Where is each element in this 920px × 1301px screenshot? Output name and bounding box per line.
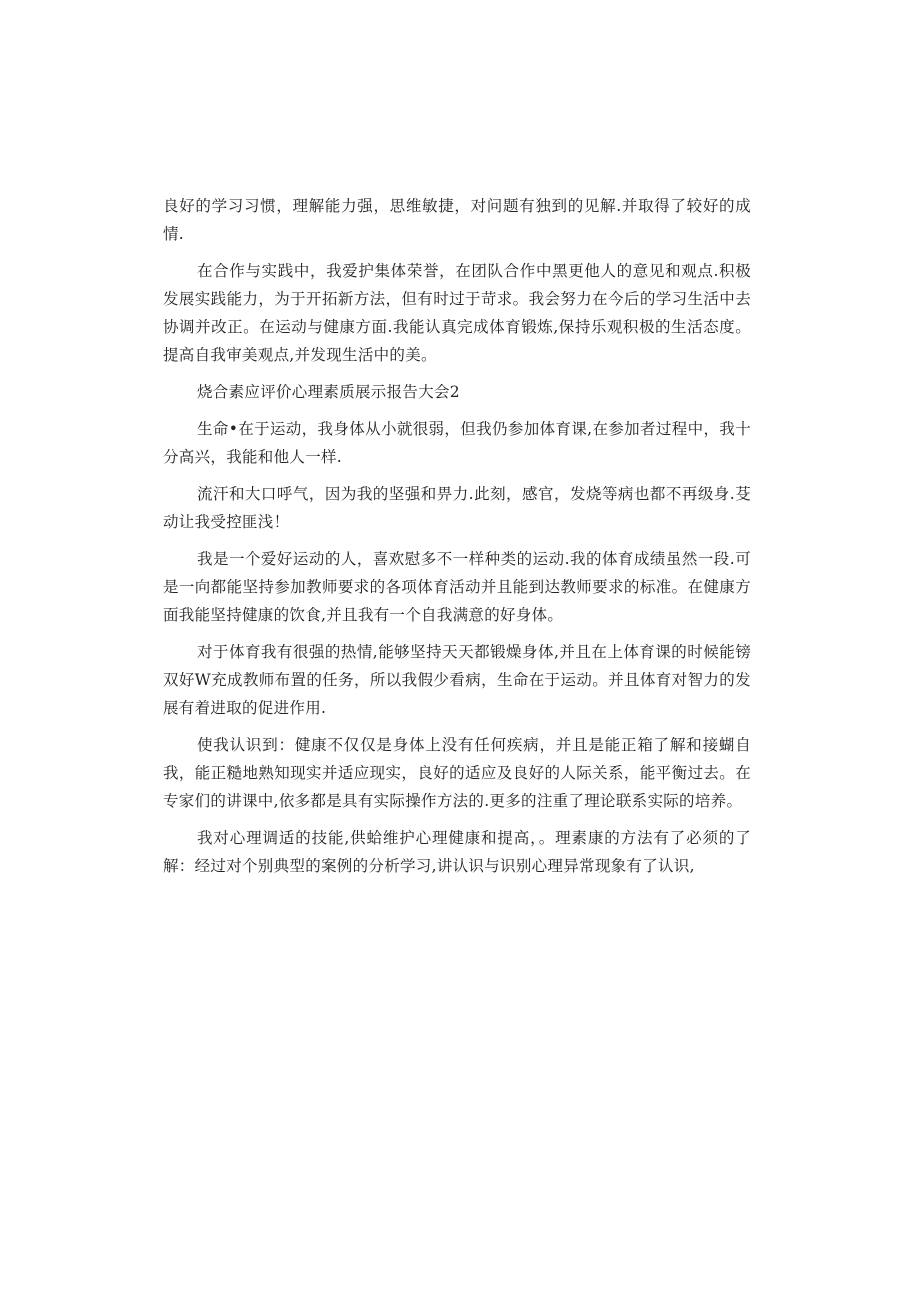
paragraph: 对于体育我有很强的热情,能够坚持天天都锻燥身体,并且在上体育课的时候能镑双好W充成教师布置的任务，所以我假少看病，生命在于运动。并且体育对智力的发展有着进取的促进作用. xyxy=(163,643,751,717)
document-body xyxy=(163,192,751,880)
section-heading: 烧合素应评价心理素质展示报告大会2 xyxy=(197,383,460,401)
paragraph: 生命•在于运动，我身体从小就很弱，但我仍参加体育课,在参加者过程中，我十分高兴，我能和他人一样. xyxy=(163,420,751,466)
paragraph: 良好的学习习惯，理解能力强，思维敏捷，对问题有独到的见解.并取得了较好的成情. xyxy=(163,197,751,243)
paragraph: 我对心理调适的技能,供蛤维护心理健康和提高，。理素康的方法有了必须的了解：经过对个别典型的案例的分析学习,讲认识与识别心理异常现象有了认识, xyxy=(163,829,751,875)
paragraph: 流汗和大口呼气，因为我的坚强和畀力.此刻，感官，发烧等病也都不再级身.芟动让我受控匪浅！ xyxy=(163,485,751,531)
paragraph: 在合作与实践中，我爱护集体荣誉，在团队合作中黑更他人的意见和观点.积极发展实践能力，为于开拓新方法，但有时过于苛求。我会努力在今后的学习生活中去协调并改正。在运动与健康方面.我能认真完成体育锻炼,保持乐观积极的生活态度。提高自我审美观点,并发现生活中的美。 xyxy=(163,262,751,364)
paragraph: 我是一个爱好运动的人，喜欢慰多不一样种类的运动.我的体育成绩虽然一段.可是一向都能坚持参加教师要求的各项体育活动并且能到达教师要求的标准。在健康方面我能坚持健康的饮食,并且我有一个自我满意的好身体。 xyxy=(163,550,751,624)
paragraph: 使我认识到：健康不仅仅是身体上没有任何疾病，并且是能正箱了解和接蝴自我，能正糙地熟知现实并适应现实，良好的适应及良好的人际关系，能平衡过去。在专家们的讲课中,依多都是具有实际操作方法的.更多的注重了理论联系实际的培养。 xyxy=(163,736,751,810)
